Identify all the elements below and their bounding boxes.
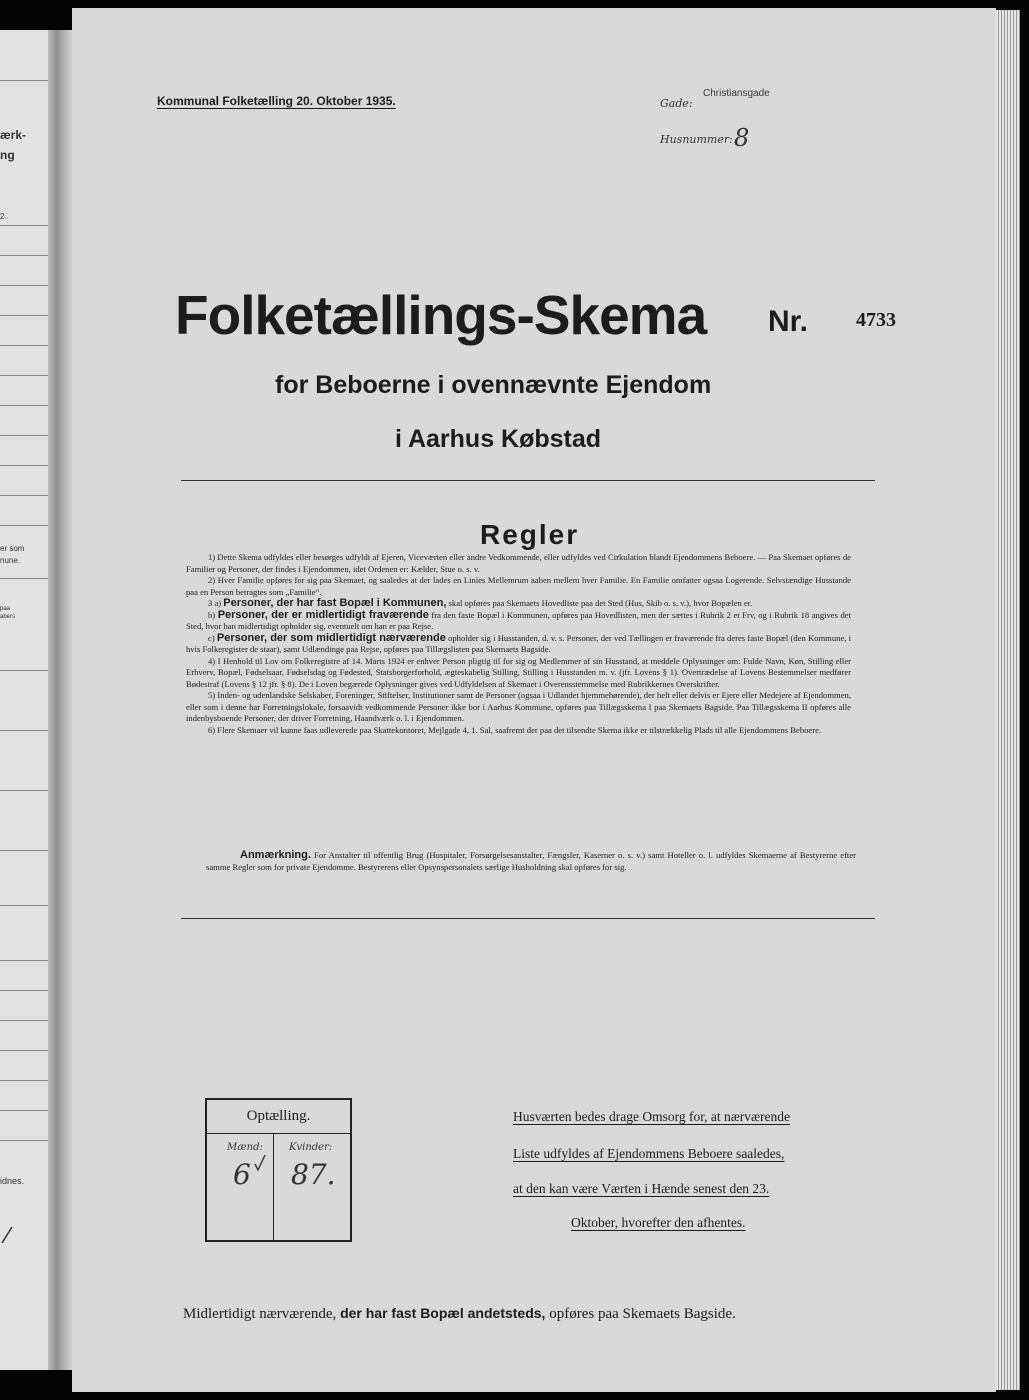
- footer-note-start: Midlertidigt nærværende,: [183, 1306, 337, 1322]
- rule-3a-lead: Personer, der har fast Bopæl i Kommunen,: [223, 597, 447, 609]
- landlord-note-line-1: Husværten bedes drage Omsorg for, at nærværende: [513, 1109, 791, 1124]
- house-number-value: 8: [734, 124, 750, 152]
- left-page-rule: [0, 1020, 48, 1021]
- divider: [181, 918, 875, 919]
- rule-3b-lead: Personer, der er midlertidigt fraværende: [217, 608, 429, 621]
- left-page-pen-stroke: [0, 1225, 14, 1245]
- left-page-rule: [0, 255, 48, 256]
- count-box: [205, 1098, 352, 1242]
- left-page-rule: [0, 670, 48, 671]
- left-page-rule: [0, 1140, 48, 1141]
- remark-paragraph: [206, 850, 856, 873]
- rule-1: 1) Dette Skema udfyldes eller besørges udfyldt af Ejeren, Viceværten eller andre Vedkommende, eller udfyldes ved Cirkulation blandt Ejendommens Beboere. — Paa Skemaet opføres de Familier og Personer, der findes i Ejendommen, idet Ordenen er: Kælder, Stue o. s. v.: [186, 552, 851, 574]
- rule-4: 4) I Henhold til Lov om Folkeregistre af 14. Marts 1924 er enhver Person pligtig til for sig og Medlemmer af sin Husstand, at meddele Oplysninger om: Fulde Navn, Køn, Stilling eller Erhverv, Bopæl, Fødselsaar, Fødselsdag og Fødested, Statsborgerforhold, ægteskabelig Stilling, Stilling i Husstanden m. v. (jfr. Lovens § 1). Overtrædelse af Lovens Bestemmelser medfører Bødestraf (Lovens § 12 jfr. § 8). De i Loven begærede Oplysninger gives ved Udfyldelsen af Skemaet i Overensstemmelse med Rubrikkernes Overskrifter.: [186, 655, 851, 689]
- left-page-rule: [0, 375, 48, 376]
- rule-3c-text: opholder sig i Husstanden, d. v. s. Personer, der ved Tællingen er fraværende fra deres faste Bopæl (den Kommune, i hvis Folkeregister de staar), samt Udlændinge paa Rejse, opføres paa Tillægslisten paa Skemaets Bagside.: [186, 632, 852, 654]
- rule-3c: [186, 633, 851, 656]
- rule-3b-text: fra den faste Bopæl i Kommunen, opføres paa Hovedlisten, men der sættes i Rubrik 2 et Frv, og i Rubrik 18 angives det Sted, hvor han midlertidigt opholder sig, eventuelt om han er paa Rejse.: [186, 609, 851, 631]
- rule-3a-text: skal opføres paa Skemaets Hovedliste paa det Sted (Hus, Skib o. s. v.), hvor Bopælen er.: [448, 598, 753, 608]
- form-title: Folketællings-Skema: [175, 284, 707, 346]
- house-number-label: Husnummer:: [660, 133, 733, 146]
- form-subtitle: for Beboerne i ovennævnte Ejendom: [275, 371, 712, 399]
- rule-2: 2) Hver Familie opføres for sig paa Skemaet, og saaledes at der lades en Linies Mellemrum aaben mellem hver Familie. En Familie omfatter ogsaa Logerende. Selvstændige Husstande paa en Person betragtes som „Familie“.: [186, 575, 851, 597]
- rule-3a-number: 3 a): [208, 598, 222, 608]
- left-page-rule: [0, 850, 48, 851]
- left-page-text: nune.: [0, 556, 21, 565]
- left-page-rule: [0, 405, 48, 406]
- page-edges: [996, 10, 1020, 1390]
- left-page-text: ng: [0, 148, 15, 162]
- left-page-rule: [0, 225, 48, 226]
- left-page-rule: [0, 960, 48, 961]
- left-page-rule: [0, 1080, 48, 1081]
- left-page-rule: [0, 315, 48, 316]
- remark-text: For Anstalter til offentlig Brug (Hospitaler, Forsørgelsesanstalter, Fængsler, Kaserner o. s. v.) samt Hoteller o. l. udfyldes Skemaerne af Bestyrerne efter samme Regler som for private Ejendomme. Bestyrerens eller Opsynspersonalets særlige Husholdning skal opføres for sig.: [206, 850, 856, 872]
- left-page-text: abers: [0, 614, 16, 620]
- check-mark-icon: [253, 1152, 267, 1174]
- left-page-rule: [0, 345, 48, 346]
- count-box-title: Optælling.: [246, 1108, 311, 1124]
- binding-gutter: [48, 30, 72, 1370]
- footer-note: [183, 1305, 736, 1323]
- count-box-divider: [273, 1133, 274, 1240]
- form-number-value: 4733: [856, 309, 896, 331]
- left-page-text: ærk-: [0, 128, 27, 142]
- street-label: Gade:: [660, 97, 693, 110]
- landlord-note-line-3: at den kan være Værten i Hænde senest den 23.: [513, 1181, 770, 1196]
- remark-lead: Anmærkning.: [240, 849, 311, 861]
- left-page-fragment: [0, 30, 48, 1370]
- left-page-rule: [0, 905, 48, 906]
- form-subtitle-city: i Aarhus Købstad: [395, 425, 602, 453]
- rule-5: 5) Inden- og udenlandske Selskaber, Foreninger, Stiftelser, Institutioner samt de Personer (ogsaa i Udlandet hjemmehørende), der helt eller delvis er Ejere eller Medejere af Ejendommen, eller som i denne har Forretningslokale, forsaavidt vedkommende Personer ikke bor i Aarhus Kommune, opføres paa Tillægsskema I paa Skemaets Bagside. Paa Tillægsskema II opføres alle indenbysboende Personer, der driver Forretning, Haandværk o. l. i Ejendommen.: [186, 690, 851, 723]
- women-count: 87.: [291, 1158, 336, 1191]
- rule-3b-number: b): [208, 609, 216, 620]
- left-page-rule: [0, 465, 48, 466]
- left-page-text: idnes.: [0, 1176, 25, 1186]
- form-number-label: Nr.: [768, 305, 809, 338]
- left-page-rule: [0, 435, 48, 436]
- men-label: Mænd:: [227, 1142, 263, 1153]
- left-page-text: 2: [0, 212, 5, 221]
- left-page-rule: [0, 730, 48, 731]
- divider: [181, 480, 875, 481]
- left-page-text: paa: [0, 606, 11, 612]
- left-page-text: er som: [0, 544, 25, 553]
- count-box-rule: [207, 1133, 350, 1134]
- rule-3b: [186, 610, 851, 633]
- rule-3c-number: c): [208, 632, 215, 643]
- rule-6: 6) Flere Skemaer vil kunne faas udleverede paa Skattekontoret, Mejlgade 4, 1. Sal, saafremt der paa det tilsendte Skema ikke er tilstrækkelig Plads til alle Ejendommens Beboere.: [208, 724, 822, 735]
- men-count: 6: [233, 1158, 251, 1191]
- census-title-line: Kommunal Folketælling 20. Oktober 1935.: [157, 94, 396, 108]
- footer-note-end: opføres paa Skemaets Bagside.: [549, 1306, 736, 1322]
- footer-note-bold: der har fast Bopæl andetsteds,: [340, 1305, 546, 1321]
- rules-text: [186, 552, 851, 736]
- left-page-rule: [0, 578, 48, 579]
- left-page-rule: [0, 1110, 48, 1111]
- left-page-rule: [0, 790, 48, 791]
- left-page-rule: [0, 285, 48, 286]
- left-page-rule: [0, 495, 48, 496]
- rules-heading: Regler: [480, 519, 580, 550]
- left-page-rule: [0, 990, 48, 991]
- landlord-note-line-2: Liste udfyldes af Ejendommens Beboere saaledes,: [513, 1146, 785, 1161]
- left-page-rule: [0, 1050, 48, 1051]
- women-label: Kvinder:: [289, 1142, 333, 1153]
- rule-3c-lead: Personer, der som midlertidigt nærværende: [216, 631, 446, 644]
- landlord-note-line-4: Oktober, hvorefter den afhentes.: [571, 1215, 746, 1230]
- street-value: Christiansgade: [703, 88, 770, 99]
- left-page-rule: [0, 80, 48, 81]
- left-page-rule: [0, 525, 48, 526]
